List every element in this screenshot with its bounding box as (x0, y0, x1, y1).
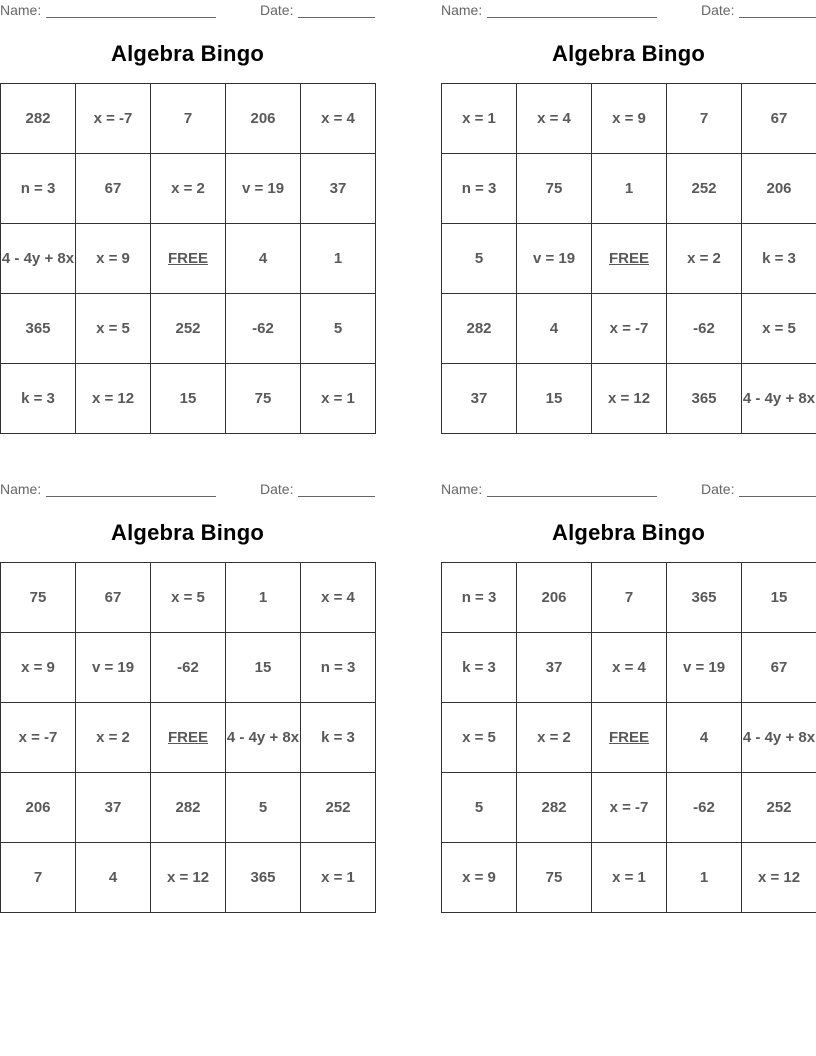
bingo-cell: 5 (301, 294, 376, 364)
grid-row (442, 563, 816, 633)
grid-row (442, 703, 816, 773)
bingo-cell: 252 (301, 773, 376, 843)
bingo-cell: x = 2 (151, 154, 226, 224)
bingo-cell: 75 (517, 154, 592, 224)
bingo-cell: FREE (592, 703, 667, 773)
bingo-cell: x = 12 (592, 364, 667, 434)
bingo-cell: 4 - 4y + 8x (226, 703, 301, 773)
grid-row (1, 154, 376, 224)
bingo-cell: 15 (226, 633, 301, 703)
bingo-cell: v = 19 (226, 154, 301, 224)
card-title: Algebra Bingo (552, 41, 705, 66)
bingo-cell: -62 (151, 633, 226, 703)
bingo-cell: x = -7 (592, 294, 667, 364)
name-blank-line (487, 17, 657, 18)
grid-row (442, 773, 816, 843)
bingo-cell: 365 (1, 294, 76, 364)
name-date-row (441, 481, 816, 499)
bingo-cell: x = 1 (301, 843, 376, 913)
bingo-cell: v = 19 (517, 224, 592, 294)
bingo-cell: x = 1 (592, 843, 667, 913)
name-date-row (0, 481, 375, 499)
name-label: Name: (441, 481, 483, 497)
grid-row (1, 563, 376, 633)
bingo-cell: x = 5 (151, 563, 226, 633)
bingo-cell: 75 (1, 563, 76, 633)
bingo-cell: 7 (151, 84, 226, 154)
grid-row (1, 843, 376, 913)
bingo-cell: x = 9 (442, 843, 517, 913)
date-label: Date: (260, 2, 294, 18)
grid-row (1, 294, 376, 364)
bingo-cell: 7 (667, 84, 742, 154)
name-blank-line (487, 496, 657, 497)
bingo-cell: 206 (517, 563, 592, 633)
bingo-cell: -62 (226, 294, 301, 364)
grid-row (1, 224, 376, 294)
bingo-cell: FREE (151, 703, 226, 773)
grid-row (442, 154, 816, 224)
card-title: Algebra Bingo (111, 41, 264, 66)
bingo-cell: 75 (517, 843, 592, 913)
grid-row (1, 703, 376, 773)
bingo-cell: -62 (667, 773, 742, 843)
card-title: Algebra Bingo (552, 520, 705, 545)
date-label: Date: (260, 481, 294, 497)
name-date-row (441, 2, 816, 20)
bingo-cell: 67 (742, 633, 816, 703)
bingo-cell: 252 (742, 773, 816, 843)
bingo-cell: 1 (301, 224, 376, 294)
bingo-cell: 5 (442, 773, 517, 843)
bingo-cell: k = 3 (1, 364, 76, 434)
bingo-cell: 37 (301, 154, 376, 224)
bingo-cell: 282 (1, 84, 76, 154)
date-blank-line (298, 17, 375, 18)
grid-row (1, 84, 376, 154)
bingo-cell: 7 (592, 563, 667, 633)
bingo-cell: 15 (151, 364, 226, 434)
grid-row (1, 633, 376, 703)
grid-row (1, 773, 376, 843)
bingo-cell: 67 (76, 154, 151, 224)
bingo-cell: 15 (517, 364, 592, 434)
date-label: Date: (701, 481, 735, 497)
bingo-cell: x = 9 (1, 633, 76, 703)
bingo-cell: v = 19 (667, 633, 742, 703)
bingo-cell: 365 (226, 843, 301, 913)
bingo-cell: 4 (226, 224, 301, 294)
bingo-cell: x = 5 (442, 703, 517, 773)
name-label: Name: (0, 2, 42, 18)
bingo-cell: x = -7 (76, 84, 151, 154)
bingo-cell: 282 (151, 773, 226, 843)
bingo-cell: n = 3 (442, 563, 517, 633)
bingo-cell: x = 1 (301, 364, 376, 434)
bingo-cell: 282 (442, 294, 517, 364)
bingo-cell: x = 12 (742, 843, 816, 913)
bingo-cell: FREE (592, 224, 667, 294)
bingo-cell: x = -7 (1, 703, 76, 773)
bingo-cell: x = -7 (592, 773, 667, 843)
bingo-cell: 206 (742, 154, 816, 224)
name-label: Name: (0, 481, 42, 497)
date-blank-line (739, 496, 816, 497)
bingo-cell: v = 19 (76, 633, 151, 703)
bingo-cell: 4 - 4y + 8x (742, 364, 816, 434)
bingo-cell: 37 (517, 633, 592, 703)
bingo-grid (441, 562, 816, 913)
bingo-cell: -62 (667, 294, 742, 364)
bingo-cell: 365 (667, 364, 742, 434)
bingo-grid (441, 83, 816, 434)
bingo-cell: FREE (151, 224, 226, 294)
grid-row (442, 843, 816, 913)
bingo-cell: 252 (667, 154, 742, 224)
date-blank-line (739, 17, 816, 18)
bingo-cell: 37 (442, 364, 517, 434)
bingo-cell: n = 3 (442, 154, 517, 224)
date-blank-line (298, 496, 375, 497)
name-blank-line (46, 496, 216, 497)
name-blank-line (46, 17, 216, 18)
bingo-cell: 5 (442, 224, 517, 294)
bingo-cell: 7 (1, 843, 76, 913)
bingo-cell: 67 (742, 84, 816, 154)
bingo-cell: 282 (517, 773, 592, 843)
bingo-cell: x = 2 (667, 224, 742, 294)
bingo-cell: 5 (226, 773, 301, 843)
bingo-cell: k = 3 (742, 224, 816, 294)
bingo-cell: x = 5 (76, 294, 151, 364)
bingo-cell: 365 (667, 563, 742, 633)
bingo-cell: 1 (592, 154, 667, 224)
card-title: Algebra Bingo (111, 520, 264, 545)
bingo-cell: 37 (76, 773, 151, 843)
bingo-cell: 1 (667, 843, 742, 913)
bingo-cell: x = 2 (517, 703, 592, 773)
bingo-cell: x = 4 (517, 84, 592, 154)
bingo-cell: 4 - 4y + 8x (742, 703, 816, 773)
bingo-cell: 4 (76, 843, 151, 913)
bingo-cell: x = 4 (301, 563, 376, 633)
bingo-cell: x = 2 (76, 703, 151, 773)
grid-row (442, 224, 816, 294)
bingo-cell: x = 9 (592, 84, 667, 154)
bingo-cell: x = 9 (76, 224, 151, 294)
bingo-cell: 206 (226, 84, 301, 154)
bingo-cell: 67 (76, 563, 151, 633)
bingo-cell: n = 3 (301, 633, 376, 703)
grid-row (442, 84, 816, 154)
bingo-cell: 252 (151, 294, 226, 364)
bingo-cell: 4 (667, 703, 742, 773)
bingo-cell: 75 (226, 364, 301, 434)
bingo-cell: 15 (742, 563, 816, 633)
bingo-cell: x = 4 (592, 633, 667, 703)
name-label: Name: (441, 2, 483, 18)
bingo-cell: 4 - 4y + 8x (1, 224, 76, 294)
date-label: Date: (701, 2, 735, 18)
bingo-cell: n = 3 (1, 154, 76, 224)
grid-row (442, 294, 816, 364)
grid-row (1, 364, 376, 434)
grid-row (442, 364, 816, 434)
bingo-cell: k = 3 (301, 703, 376, 773)
bingo-grid (0, 83, 376, 434)
bingo-cell: x = 4 (301, 84, 376, 154)
bingo-cell: k = 3 (442, 633, 517, 703)
bingo-cell: 206 (1, 773, 76, 843)
bingo-cell: 4 (517, 294, 592, 364)
bingo-cell: x = 1 (442, 84, 517, 154)
bingo-cell: x = 12 (76, 364, 151, 434)
name-date-row (0, 2, 375, 20)
bingo-cell: x = 12 (151, 843, 226, 913)
bingo-grid (0, 562, 376, 913)
bingo-cell: x = 5 (742, 294, 816, 364)
bingo-cell: 1 (226, 563, 301, 633)
grid-row (442, 633, 816, 703)
